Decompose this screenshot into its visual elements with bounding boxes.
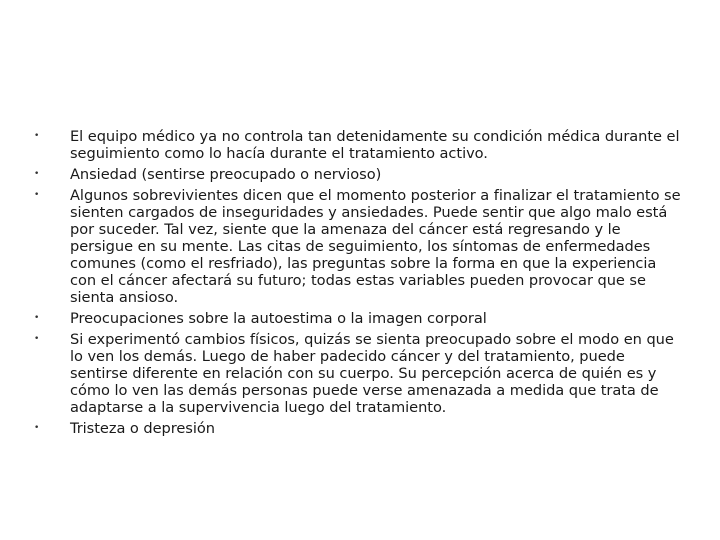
bullet-text: Ansiedad (sentirse preocupado o nervioso) bbox=[70, 166, 382, 183]
bullet-dot-icon: • bbox=[34, 169, 40, 179]
list-item bbox=[34, 331, 684, 416]
list-item bbox=[34, 420, 684, 437]
bullet-text: El equipo médico ya no controla tan detenidamente su condición médica durante el seguimiento como lo hacía durante el tratamiento activo. bbox=[70, 128, 680, 162]
list-item bbox=[34, 166, 684, 183]
bullet-dot-icon: • bbox=[34, 334, 40, 344]
bullet-text: Algunos sobrevivientes dicen que el momento posterior a finalizar el tratamiento se sienten cargados de inseguridades y ansiedades. Puede sentir que algo malo está por suceder. Tal vez, siente que la amenaza del cáncer está regresando y le persigue en su mente. Las citas de seguimiento, los síntomas de enfermedades comunes (como el resfriado), las preguntas sobre la forma en que la experiencia con el cáncer afectará su futuro; todas estas variables pueden provocar que se sienta ansioso. bbox=[70, 187, 681, 306]
bullet-list bbox=[34, 128, 684, 441]
bullet-dot-icon: • bbox=[34, 131, 40, 141]
bullet-text: Tristeza o depresión bbox=[70, 420, 215, 437]
bullet-dot-icon: • bbox=[34, 423, 40, 433]
list-item bbox=[34, 187, 684, 306]
list-item bbox=[34, 310, 684, 327]
bullet-text: Preocupaciones sobre la autoestima o la imagen corporal bbox=[70, 310, 487, 327]
list-item bbox=[34, 128, 684, 162]
bullet-dot-icon: • bbox=[34, 313, 40, 323]
bullet-dot-icon: • bbox=[34, 190, 40, 200]
bullet-text: Si experimentó cambios físicos, quizás se sienta preocupado sobre el modo en que lo ven los demás. Luego de haber padecido cáncer y del tratamiento, puede sentirse diferente en relación con su cuerpo. Su percepción acerca de quién es y cómo lo ven las demás personas puede verse amenazada a medida que trata de adaptarse a la supervivencia luego del tratamiento. bbox=[70, 331, 674, 416]
